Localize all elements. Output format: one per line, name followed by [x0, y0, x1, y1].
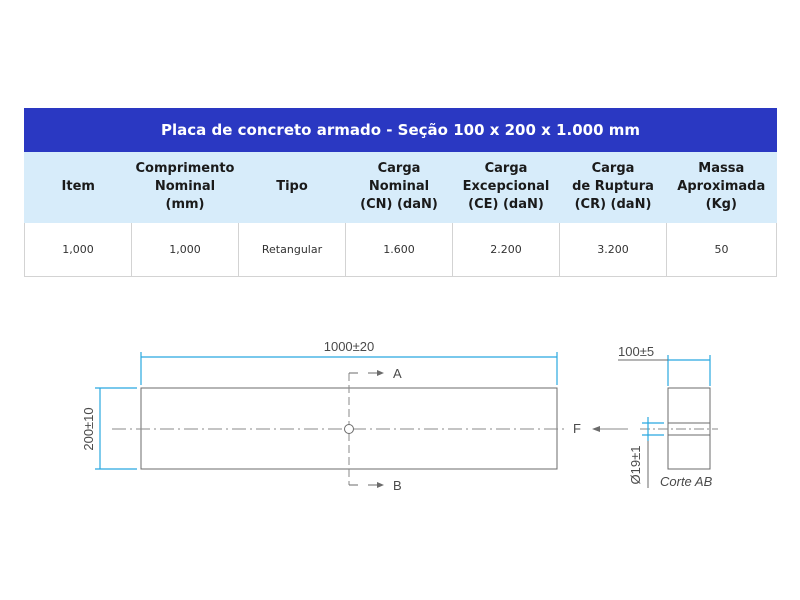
column-header — [346, 152, 453, 223]
column-header-line: (Kg) — [705, 197, 737, 212]
table-cell: 1,000 — [25, 223, 132, 277]
height-dimension-label: 200±10 — [81, 407, 96, 451]
force-label-f: F — [573, 421, 581, 436]
section-arrowhead-a — [377, 370, 384, 376]
table-body — [25, 223, 777, 277]
table-title: Placa de concreto armado - Seção 100 x 200 x 1.000 mm — [25, 109, 777, 152]
column-header-line: de Ruptura — [572, 179, 654, 194]
column-header-line: Massa — [698, 161, 745, 176]
spec-table — [24, 108, 777, 277]
column-header — [239, 152, 346, 223]
table-cell: 1.600 — [346, 223, 453, 277]
table-header-row — [25, 152, 777, 223]
column-header-line: Carga — [377, 161, 421, 176]
column-header-line: Aproximada — [677, 179, 766, 194]
column-header-line: Item — [61, 179, 95, 194]
column-header-line: (CR) (daN) — [574, 197, 652, 212]
section-label-b: B — [393, 478, 402, 493]
column-header-line: Carga — [591, 161, 635, 176]
column-header-line: Excepcional — [462, 179, 550, 194]
column-header — [25, 152, 132, 223]
column-header-line: (CN) (daN) — [360, 197, 438, 212]
width-dimension-label: 100±5 — [618, 344, 655, 359]
column-header — [560, 152, 667, 223]
force-arrowhead — [592, 426, 600, 432]
column-header-line: Carga — [484, 161, 528, 176]
table-row — [25, 223, 777, 277]
column-header-line: Comprimento — [135, 161, 235, 176]
column-header — [667, 152, 777, 223]
section-arrowhead-b — [377, 482, 384, 488]
table-cell: 3.200 — [560, 223, 667, 277]
column-header — [132, 152, 239, 223]
technical-drawing — [0, 300, 800, 520]
hole-dimension-label: Ø19±1 — [628, 445, 643, 485]
table-cell: 2.200 — [453, 223, 560, 277]
column-header — [453, 152, 560, 223]
length-dimension-label: 1000±20 — [323, 339, 375, 354]
width-dimension — [668, 355, 710, 386]
table-cell: 1,000 — [132, 223, 239, 277]
section-label-a: A — [393, 366, 402, 381]
hole-symbol — [345, 425, 354, 434]
column-header-line: Nominal — [368, 179, 430, 194]
table-cell: 50 — [667, 223, 777, 277]
column-header-line: Nominal — [154, 179, 216, 194]
table-cell: Retangular — [239, 223, 346, 277]
section-title: Corte AB — [660, 474, 713, 489]
column-header-line: Tipo — [276, 179, 308, 194]
column-header-line: (CE) (daN) — [468, 197, 544, 212]
column-header-line: (mm) — [165, 197, 205, 212]
